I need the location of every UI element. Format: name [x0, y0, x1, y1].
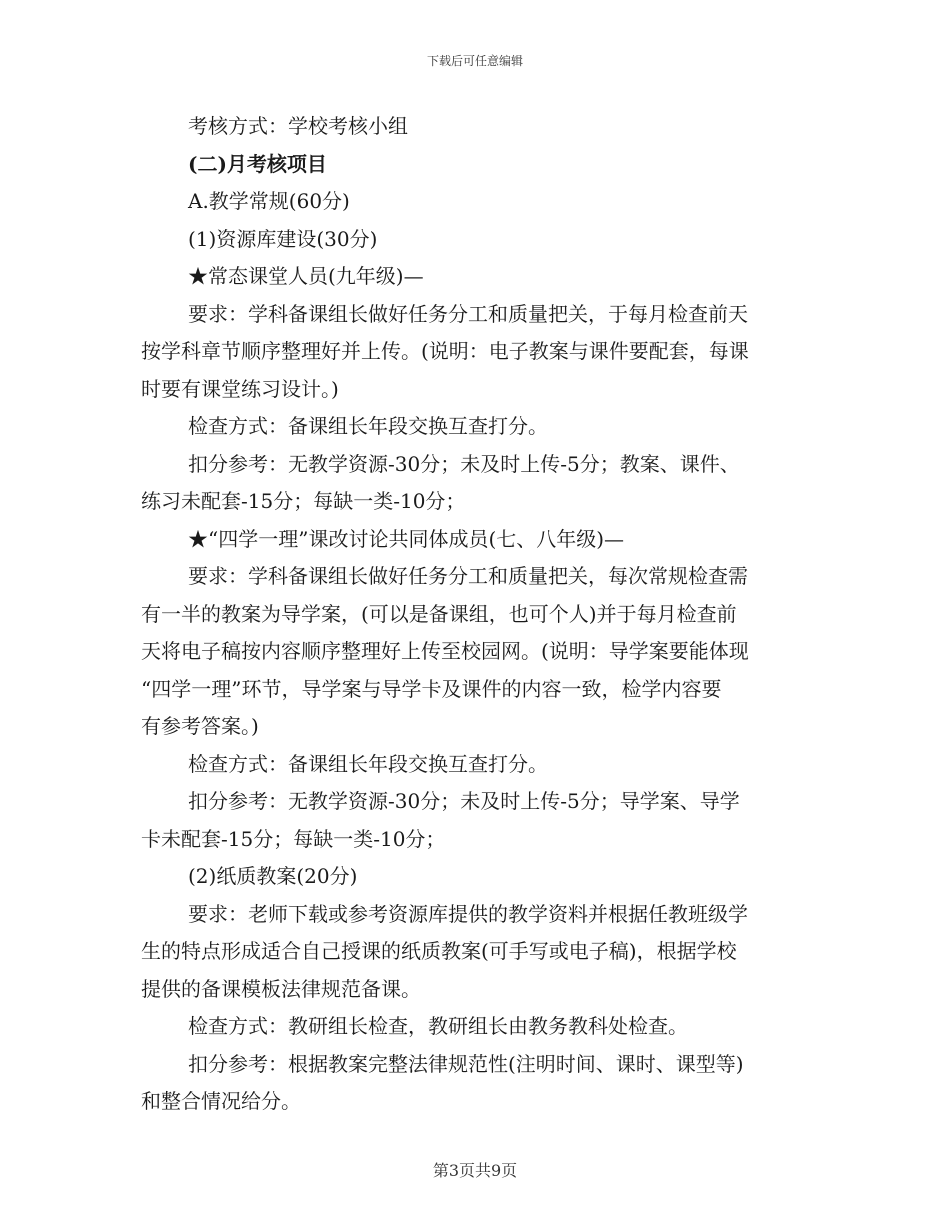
section-heading-monthly: (二)月考核项目	[188, 151, 327, 176]
check-method-line: 检查方式：教研组长检查，教研组长由教务教科处检查。	[188, 1014, 688, 1038]
paragraph-line: “四学一理”环节，导学案与导学卡及课件的内容一致，检学内容要	[141, 676, 722, 701]
check-method-line: 检查方式：备课组长年段交换互查打分。	[188, 751, 548, 776]
deduction-line: 扣分参考：无教学资源-30分；未及时上传-5分；导学案、导学	[188, 789, 740, 813]
check-method-line: 检查方式：备课组长年段交换互查打分。	[188, 414, 548, 438]
paragraph-line: 要求：学科备课组长做好任务分工和质量把关，于每月检查前天	[188, 301, 748, 326]
star-item-reform-group: ★“四学一理”课改讨论共同体成员(七、八年级)—	[188, 526, 625, 551]
paragraph-line: 有一半的教案为导学案，(可以是备课组，也可个人)并于每月检查前	[141, 601, 737, 626]
paragraph-line: 要求：学科备课组长做好任务分工和质量把关，每次常规检查需	[188, 564, 748, 588]
deduction-line: 扣分参考：无教学资源-30分；未及时上传-5分；教案、课件、	[188, 451, 740, 476]
deduction-line: 扣分参考：根据教案完整法律规范性(注明时间、课时、课型等)	[188, 1051, 744, 1076]
page-header: 下载后可任意编辑	[426, 54, 523, 68]
assessment-method-line: 考核方式：学校考核小组	[188, 114, 408, 138]
document-body	[141, 108, 807, 1121]
paragraph-line: 生的特点形成适合自己授课的纸质教案(可手写或电子稿)，根据学校	[141, 939, 737, 963]
item-heading-paper-plans: (2)纸质教案(20分)	[188, 864, 358, 888]
paragraph-line: 有参考答案。)	[141, 714, 259, 738]
star-item-normal-class: ★常态课堂人员(九年级)—	[188, 264, 424, 288]
item-heading-resource-library: (1)资源库建设(30分)	[188, 226, 378, 251]
paragraph-line: 时要有课堂练习设计。)	[141, 376, 339, 401]
paragraph-line: 提供的备课模板法律规范备课。	[141, 976, 421, 1001]
paragraph-line: 卡未配套-15分；每缺一类-10分；	[141, 826, 446, 851]
subheading-teaching-routine: A.教学常规(60分)	[188, 189, 350, 213]
paragraph-line: 按学科章节顺序整理好并上传。(说明：电子教案与课件要配套，每课	[141, 339, 749, 363]
paragraph-line: 和整合情况给分。	[141, 1089, 301, 1113]
page-footer: 第3页共9页	[432, 1161, 518, 1180]
paragraph-line: 要求：老师下载或参考资源库提供的教学资料并根据任教班级学	[188, 901, 748, 926]
paragraph-line: 练习未配套-15分；每缺一类-10分；	[141, 489, 466, 513]
paragraph-line: 天将电子稿按内容顺序整理好上传至校园网。(说明：导学案要能体现	[141, 639, 749, 663]
